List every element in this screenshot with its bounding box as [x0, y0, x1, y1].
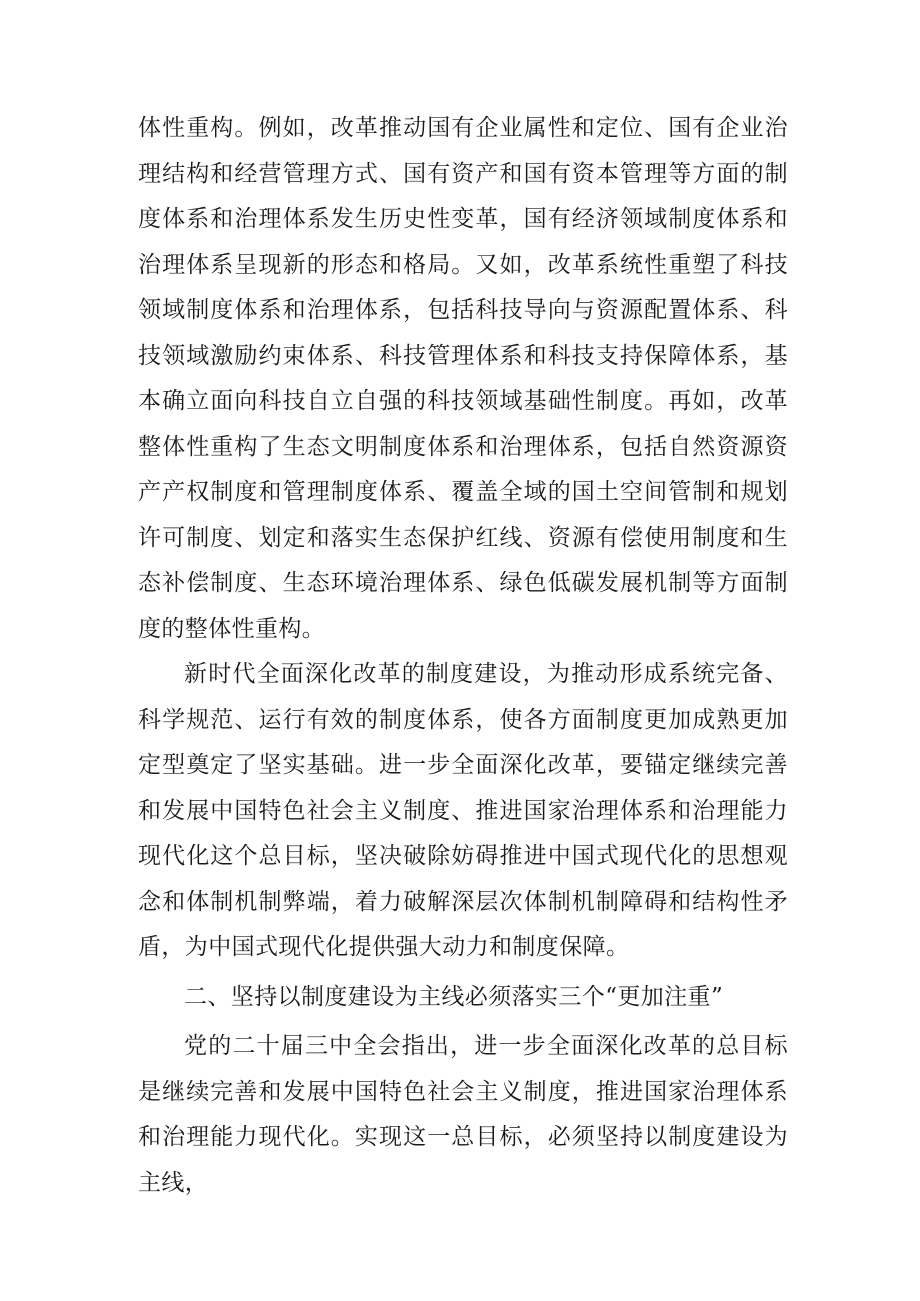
document-body — [138, 106, 788, 1206]
section-heading: 二、坚持以制度建设为主线必须落实三个“更加注重” — [184, 983, 724, 1010]
paragraph-third-plenum: 党的二十届三中全会指出，进一步全面深化改革的总目标是继续完善和发展中国特色社会主义制度，推进国家治理体系和治理能力现代化。实现这一总目标，必须坚持以制度建设为主线， — [138, 1033, 788, 1196]
paragraph-institutional-building: 新时代全面深化改革的制度建设，为推动形成系统完备、科学规范、运行有效的制度体系，使各方面制度更加成熟更加定型奠定了坚实基础。进一步全面深化改革，要锚定继续完善和发展中国特色社会主义制度、推进国家治理体系和治理能力现代化这个总目标，坚决破除妨碍推进中国式现代化的思想观念和体制机制弊端，着力破解深层次体制机制障碍和结构性矛盾，为中国式现代化提供强大动力和制度保障。 — [138, 661, 788, 960]
paragraph-continuation: 体性重构。例如，改革推动国有企业属性和定位、国有企业治理结构和经营管理方式、国有资产和国有资本管理等方面的制度体系和治理体系发生历史性变革，国有经济领域制度体系和治理体系呈现新的形态和格局。又如，改革系统性重塑了科技领域制度体系和治理体系，包括科技导向与资源配置体系、科技领域激励约束体系、科技管理体系和科技支持保障体系，基本确立面向科技自立自强的科技领域基础性制度。再如，改革整体性重构了生态文明制度体系和治理体系，包括自然资源资产产权制度和管理制度体系、覆盖全域的国土空间管制和规划许可制度、划定和落实生态保护红线、资源有偿使用制度和生态补偿制度、生态环境治理体系、绿色低碳发展机制等方面制度的整体性重构。 — [138, 115, 788, 642]
